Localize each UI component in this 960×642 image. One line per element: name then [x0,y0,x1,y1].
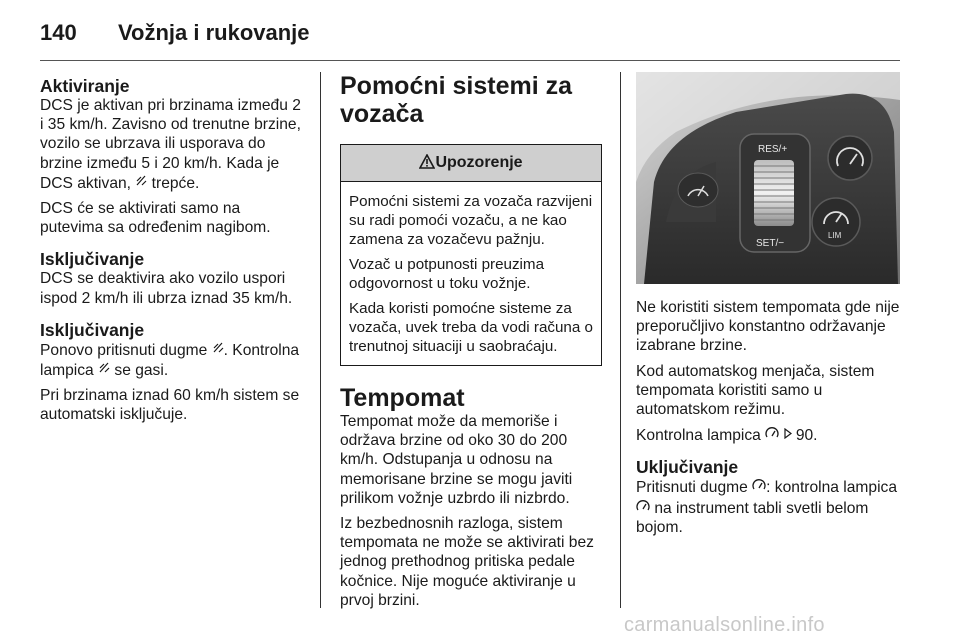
watermark: carmanualsonline.info [624,614,825,636]
paragraph-cruise-warning: Ne koristiti sistem tempomata gde nije preporučljivo konstantno održavanje izabrane brzine. [636,299,900,355]
column-right [636,72,900,537]
paragraph-tempomat-1: Tempomat može da memoriše i održava brzine od oko 30 do 200 km/h. Odstupanja u odnosu na memorisane brzine se mogu javiti prilikom vožnje uzbrdo ili nizbrdo. [340,413,573,507]
warning-header [341,145,601,182]
paragraph-control-lamp: Kontrolna lampica 90. [636,427,818,445]
warning-text-2: Vozač u potpunosti preuzima odgovornost u toku vožnje. [349,256,545,292]
paragraph-activation: Pritisnuti dugme : kontrolna lampica na instrument tabli svetli belom bojom. [636,479,898,536]
paragraph-dcs-deactivate: DCS se deaktivira ako vozilo uspori ispod 2 km/h ili ubrza iznad 35 km/h. [40,270,293,307]
heading-iskljucivanje-2: Isključivanje [40,319,145,340]
page-title: Vožnja i rukovanje [118,20,310,45]
warning-triangle-icon [419,154,435,171]
column-divider-2 [620,72,621,608]
heading-tempomat: Tempomat [340,384,465,412]
section-title: Pomoćni sistemi za vozača [340,72,573,128]
downhill-car-icon [135,173,147,192]
reference-arrow-icon [784,425,792,444]
cruise-speedometer-icon [636,498,650,517]
heading-ukljucivanje: Uključivanje [636,457,739,478]
heading-iskljucivanje-1: Isključivanje [40,249,145,270]
paragraph-dcs-off: Ponovo pritisnuti dugme . Kontrolna lampica se gasi. [40,341,300,380]
set-label: SET/− [756,238,785,249]
page-number: 140 [40,20,77,45]
paragraph-tempomat-2: Iz bezbednosnih razloga, sistem tempomata ne može se aktivirati bez jednog prethodnog pritiska pedale kočnice. Nije moguće aktiviranje u prvoj brzini. [340,515,594,609]
cruise-speedometer-icon [765,425,779,444]
res-label: RES/+ [758,144,788,155]
cruise-rocker [740,134,810,252]
heading-aktiviranje: Aktiviranje [40,76,130,96]
warning-title: Upozorenje [435,154,523,171]
warning-text-3: Kada koristi pomoćne sisteme za vozača, uvek treba da vodi računa o trenutnoj situaciji u saobraćaju. [349,300,593,355]
paragraph-dcs-active: DCS je aktivan pri brzinama između 2 i 35 km/h. Zavisno od trenutne brzine, vozilo se ubrzava ili usporava do brzine između 5 i 20 km/h. Kada je DCS aktivan, trepće. [40,97,301,192]
column-middle [340,72,602,610]
downhill-car-icon [212,340,224,359]
column-divider-1 [320,72,321,608]
cruise-speedometer-icon [828,136,872,180]
header-divider [40,60,900,61]
column-left [40,76,306,425]
cruise-speedometer-icon [752,477,766,496]
paragraph-dcs-speed-limit: Pri brzinama iznad 60 km/h sistem se automatski isključuje. [40,387,300,424]
warning-box [340,144,602,366]
warning-text-1: Pomoćni sistemi za vozača razvijeni su radi pomoći vozaču, a ne kao zamena za vozačevu pažnju. [349,193,593,248]
warning-body [341,182,601,365]
downhill-car-icon [98,360,110,379]
steering-wheel-controls-photo [636,72,900,284]
speed-limiter-icon [812,198,860,246]
paragraph-automatic-gearbox: Kod automatskog menjača, sistem tempomata koristiti samo u automatskom režimu. [636,362,875,419]
paragraph-dcs-slope: DCS će se aktivirati samo na putevima sa određenim nagibom. [40,200,271,237]
button-cruise-left [678,173,718,207]
lim-label: LIM [828,231,842,240]
page-header [40,14,900,58]
